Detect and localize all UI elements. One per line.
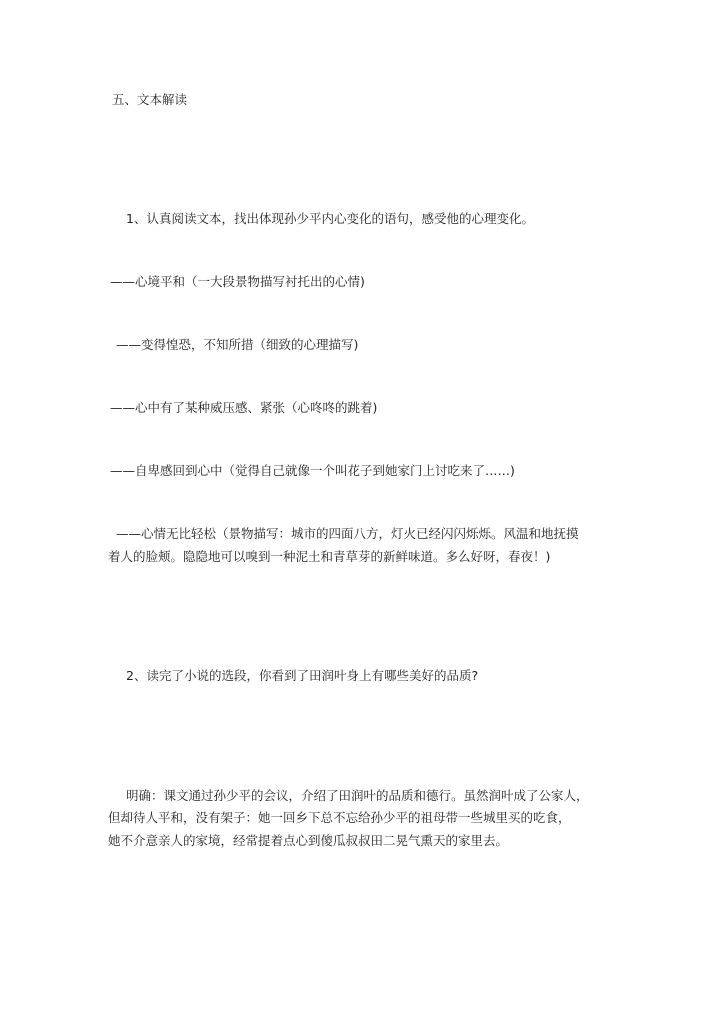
answer-line-1: ——心境平和（一大段景物描写衬托出的心情) (110, 274, 365, 289)
question-2: 2、读完了小说的选段，你看到了田润叶身上有哪些美好的品质? (126, 668, 479, 683)
question-1: 1、认真阅读文本，找出体现孙少平内心变化的语句，感受他的心理变化。 (126, 211, 534, 226)
clarification-line-1: 明确：课文通过孙少平的会议，介绍了田润叶的品质和德行。虽然润叶成了公家人， (126, 788, 589, 803)
clarification-line-2: 但却待人平和，没有架子：她一回乡下总不忘给孙少平的祖母带一些城里买的吃食， (108, 810, 571, 825)
clarification-line-3: 她不介意亲人的家境，经常提着点心到傻瓜叔叔田二晃气熏天的家里去。 (108, 833, 509, 848)
answer-line-3: ——心中有了某种威压感、紧张（心咚咚的跳着) (110, 400, 378, 415)
answer-line-2: ——变得惶恐，不知所措（细致的心理描写) (116, 337, 359, 352)
section-heading: 五、文本解读 (112, 92, 188, 107)
answer-line-5: ——心情无比轻松（景物描写：城市的四面八方，灯火已经闪闪烁烁。风温和地抚摸 (116, 526, 579, 541)
answer-line-4: ——自卑感回到心中（觉得自己就像一个叫花子到她家门上讨吃来了……) (110, 463, 515, 478)
answer-line-5-continued: 着人的脸颊。隐隐地可以嗅到一种泥土和青草芽的新鲜味道。多么好呀，春夜！) (108, 549, 551, 564)
